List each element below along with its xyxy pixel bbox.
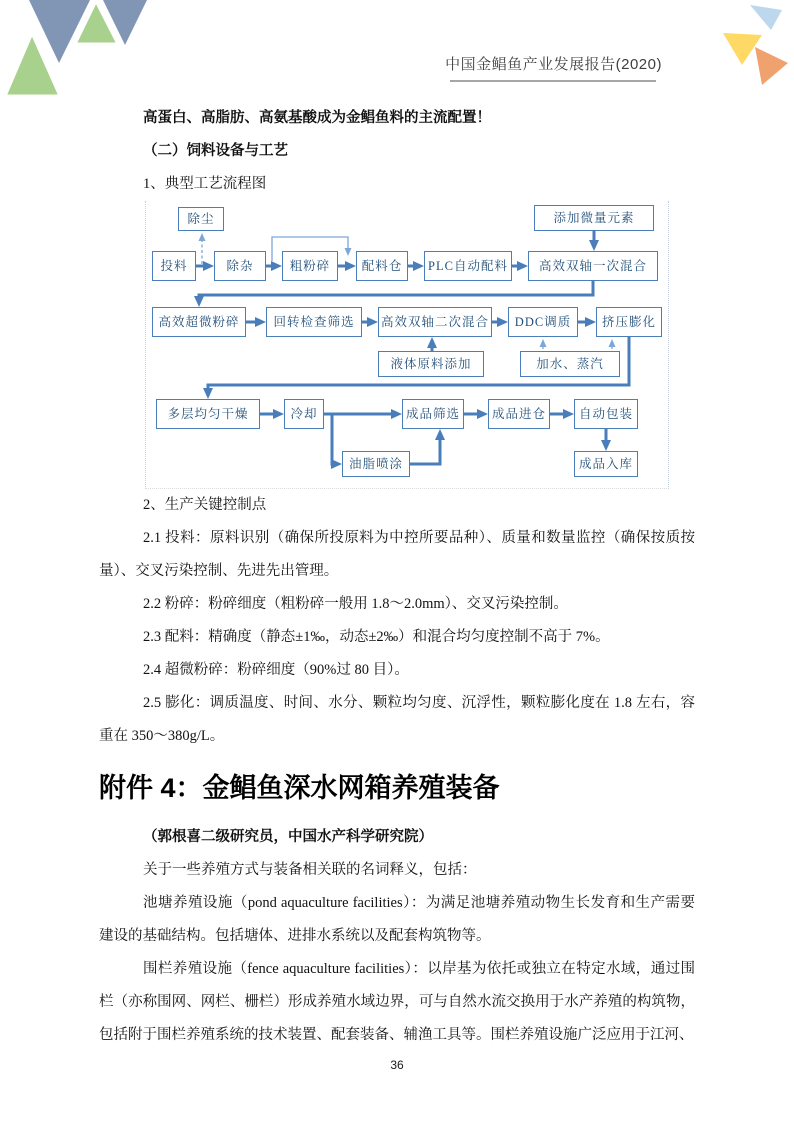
- flow-node-bin2: 成品进仓: [488, 399, 550, 429]
- flow-node-dust: 除尘: [178, 207, 224, 231]
- page-number: 36: [390, 1058, 404, 1072]
- subsection-heading: （二）饲料设备与工艺: [143, 143, 288, 159]
- attachment-author: （郭根喜二级研究员，中国水产科学研究院）: [143, 829, 433, 845]
- triangle-lightblue: [750, 5, 782, 30]
- flow-node-store: 成品入库: [574, 451, 638, 477]
- attachment-title: 附件 4：金鲳鱼深水网箱养殖装备: [99, 773, 500, 803]
- paragraph-keypoint-2-5: 2.5 膨化：调质温度、时间、水分、颗粒均匀度、沉浮性，颗粒膨化度在 1.8 左右，容重在 350～380g/L。: [99, 695, 695, 744]
- body-column: [99, 102, 695, 1052]
- flow-node-liquid: 液体原料添加: [378, 351, 484, 377]
- flowchart-connectors: [152, 203, 664, 485]
- paragraph-fence-facilities: 围栏养殖设施（fence aquaculture facilities）：以岸基为依托或独立在特定水域，通过围栏（亦称围网、网栏、栅栏）形成养殖水域边界，可与自然水流交换用于水产养殖的构筑物，包括附于围栏养殖系统的技术装置、配套装备、辅渔工具等。围栏养殖设施广泛应用于江河、: [99, 961, 695, 1043]
- flow-node-bin: 配料仓: [356, 251, 408, 281]
- intro-statement: 高蛋白、高脂肪、高氨基酸成为金鲳鱼料的主流配置！: [143, 110, 491, 126]
- flow-node-pack: 自动包装: [574, 399, 638, 429]
- flow-node-cool: 冷却: [284, 399, 324, 429]
- header-rule: [450, 80, 656, 82]
- flow-node-micro: 高效超微粉碎: [152, 307, 246, 337]
- flow-node-additive: 添加微量元素: [534, 205, 654, 231]
- logo-triangles-right-icon: [698, 2, 794, 92]
- flow-node-water: 加水、蒸汽: [520, 351, 620, 377]
- logo-triangles-left-icon: [0, 0, 160, 100]
- paragraph-keypoint-2-1: 2.1 投料：原料识别（确保所投原料为中控所要品种）、质量和数量监控（确保按质按量）、交叉污染控制、先进先出管理。: [99, 530, 695, 579]
- flow-node-dry: 多层均匀干燥: [156, 399, 260, 429]
- flow-node-mix1: 高效双轴一次混合: [528, 251, 658, 281]
- list-item-key-control-points: 2、生产关键控制点: [143, 497, 267, 513]
- flow-node-extrude: 挤压膨化: [596, 307, 662, 337]
- triangle-orange: [755, 47, 788, 85]
- flow-node-plc: PLC自动配料: [424, 251, 512, 281]
- paragraph-pond-facilities: 池塘养殖设施（pond aquaculture facilities）：为满足池塘养殖动物生长发育和生产需要建设的基础结构。包括塘体、进排水系统以及配套构筑物等。: [99, 895, 695, 944]
- flow-node-rotary: 回转检查筛选: [266, 307, 362, 337]
- paragraph-keypoint-2-4: 2.4 超微粉碎：粉碎细度（90%过 80 目）。: [143, 662, 409, 678]
- flowchart-canvas: [152, 203, 664, 485]
- report-header-title: 中国金鲳鱼产业发展报告(2020): [445, 56, 662, 73]
- paragraph-keypoint-2-2: 2.2 粉碎：粉碎细度（粗粉碎一般用 1.8～2.0mm）、交叉污染控制。: [143, 596, 568, 612]
- list-item-process-diagram: 1、典型工艺流程图: [143, 176, 267, 192]
- flow-node-oil: 油脂喷涂: [342, 451, 410, 477]
- flow-node-screen: 成品筛选: [402, 399, 464, 429]
- flow-node-feed: 投料: [152, 251, 196, 281]
- paragraph-terms-intro: 关于一些养殖方式与装备相关联的名词释义，包括：: [143, 862, 477, 878]
- flow-node-coarse: 粗粉碎: [282, 251, 338, 281]
- paragraph-keypoint-2-3: 2.3 配料：精确度（静态±1‰，动态±2‰）和混合均匀度控制不高于 7%。: [143, 629, 610, 645]
- process-flowchart: [145, 201, 669, 489]
- flow-node-mix2: 高效双轴二次混合: [378, 307, 492, 337]
- flow-node-ddc: DDC调质: [508, 307, 578, 337]
- flow-node-clean: 除杂: [214, 251, 266, 281]
